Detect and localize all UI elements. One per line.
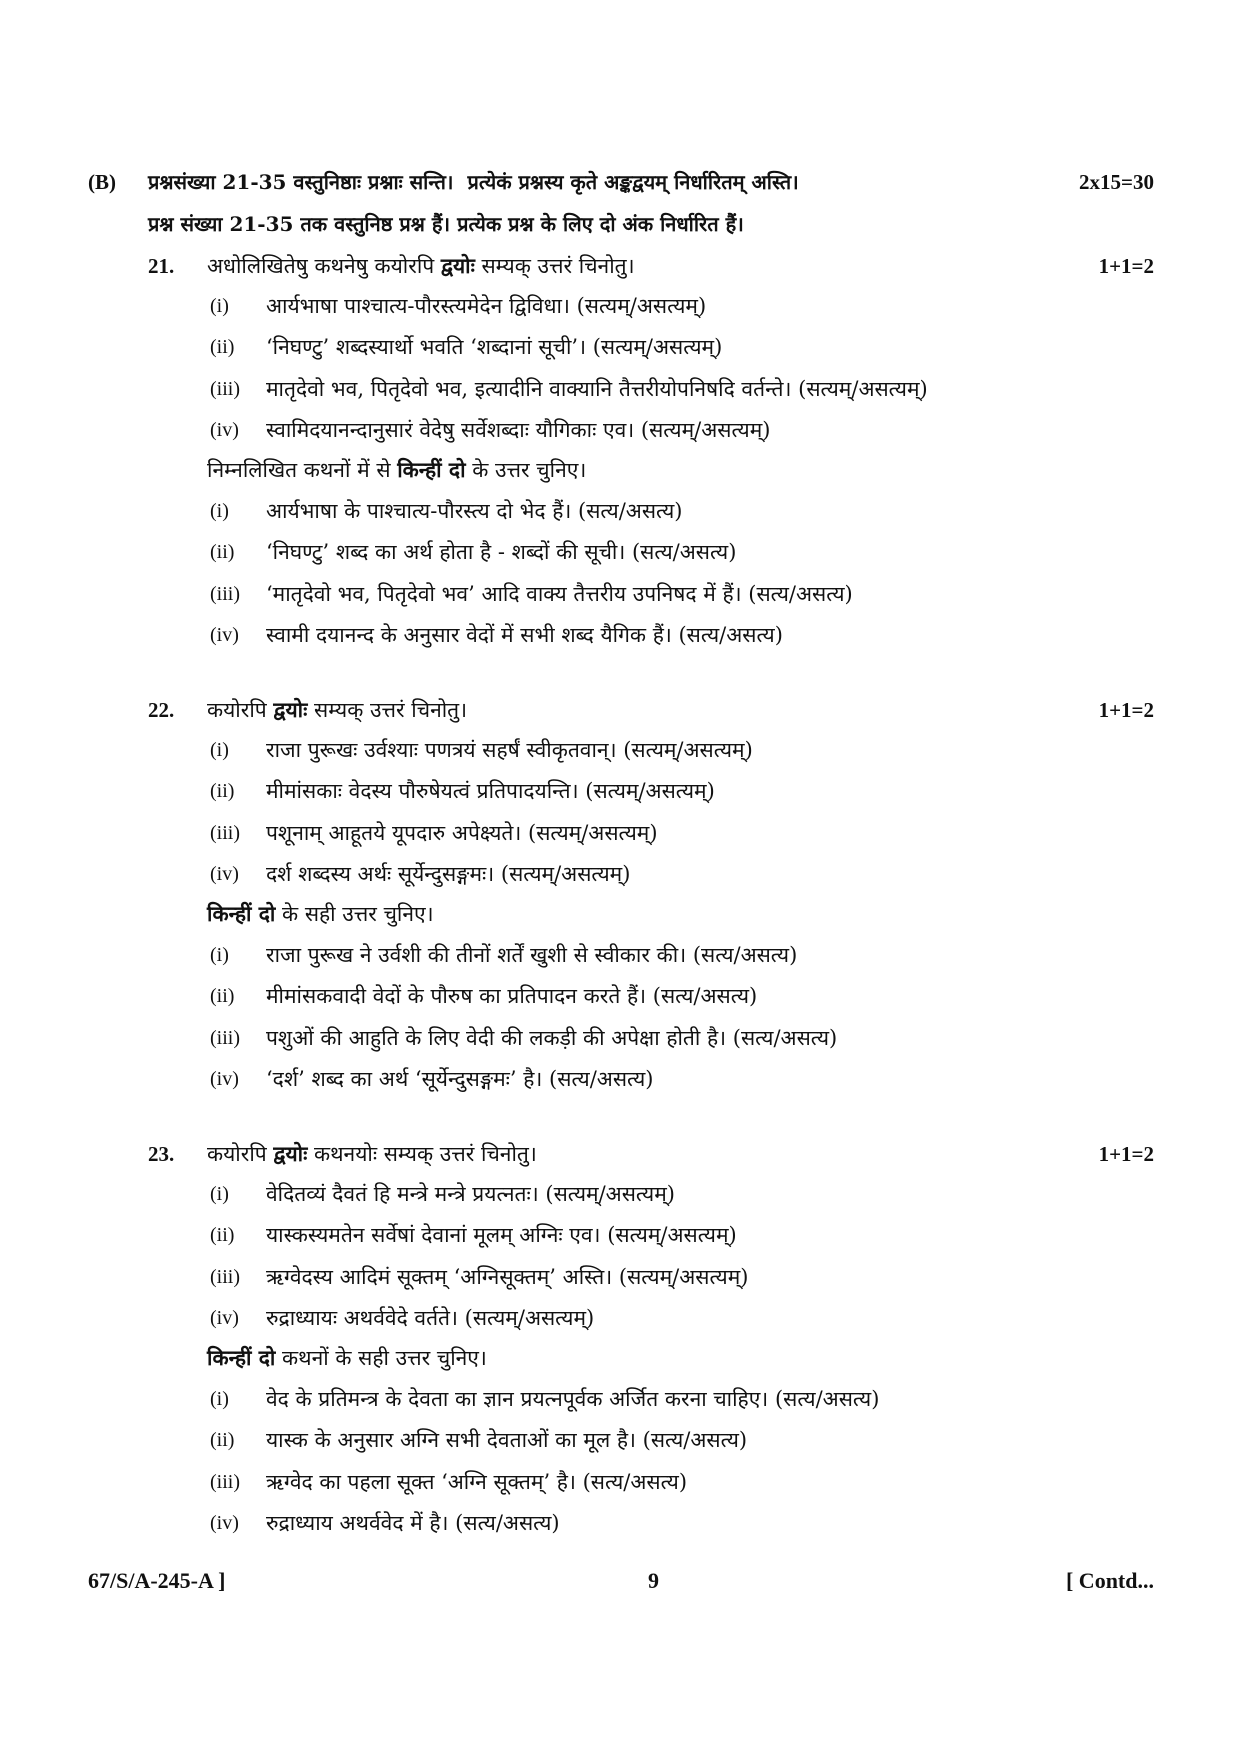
item-text: स्वामी दयानन्द के अनुसार वेदों में सभी शब्द यैगिक हैं। (सत्य/असत्य) [266, 623, 783, 647]
item-text: मीमांसकवादी वेदों के पौरुष का प्रतिपादन करते हैं। (सत्य/असत्य) [266, 984, 758, 1008]
item-text: स्वामिदयानन्दानुसारं वेदेषु सर्वेशब्दाः यौगिकाः एव। (सत्यम्/असत्यम्) [266, 418, 771, 442]
question-instruction-sanskrit: कयोरपि द्वयोः कथनयोः सम्यक् उत्तरं चिनोतु। [207, 1141, 537, 1166]
item-text: रुद्राध्याय अथर्ववेद में है। (सत्य/असत्य) [266, 1511, 560, 1535]
item-label: (iv) [210, 1068, 239, 1090]
item-label: (i) [210, 1388, 229, 1410]
item-label: (i) [210, 295, 229, 317]
continued-note: [ Contd... [1065, 1568, 1154, 1593]
question-marks: 1+1=2 [1098, 1142, 1154, 1166]
item-label: (i) [210, 944, 229, 966]
item-text: पशूनाम् आहूतये यूपदारु अपेक्ष्यते। (सत्यम्/असत्यम्) [266, 821, 658, 845]
question-marks: 1+1=2 [1098, 254, 1154, 278]
item-label: (ii) [210, 780, 235, 802]
item-text: ऋग्वेदस्य आदिमं सूक्तम् ‘अग्निसूक्तम्’ अस्ति। (सत्यम्/असत्यम्) [266, 1265, 749, 1289]
item-label: (iii) [210, 1027, 240, 1049]
item-label: (ii) [210, 985, 235, 1007]
item-text: ‘दर्श’ शब्द का अर्थ ‘सूर्येन्दुसङ्गमः’ है। (सत्य/असत्य) [266, 1067, 654, 1091]
section-marks: 2x15=30 [1079, 170, 1154, 194]
item-text: आर्यभाषा पाश्चात्य-पौरस्त्यमेदेन द्विविधा। (सत्यम्/असत्यम्) [266, 294, 707, 318]
item-label: (iii) [210, 583, 240, 605]
paper-code: 67/S/A-245-A ] [88, 1568, 226, 1593]
section-instruction-sanskrit [148, 168, 799, 196]
item-label: (i) [210, 500, 229, 522]
page-number: 9 [648, 1568, 659, 1593]
item-text: ‘निघण्टु’ शब्द का अर्थ होता है - शब्दों की सूची। (सत्य/असत्य) [266, 540, 737, 564]
question-number: 23. [148, 1142, 175, 1166]
item-label: (ii) [210, 541, 235, 563]
item-text: रुद्राध्यायः अथर्ववेदे वर्तते। (सत्यम्/असत्यम्) [266, 1306, 595, 1330]
item-label: (iv) [210, 1512, 239, 1534]
item-text: ‘निघण्टु’ शब्दस्यार्थो भवति ‘शब्दानां सूची’। (सत्यम्/असत्यम्) [266, 335, 723, 359]
item-label: (iii) [210, 378, 240, 400]
item-text: आर्यभाषा के पाश्चात्य-पौरस्त्य दो भेद हैं। (सत्य/असत्य) [266, 499, 683, 523]
item-text: राजा पुरूख ने उर्वशी की तीनों शर्तें खुशी से स्वीकार की। (सत्य/असत्य) [266, 943, 798, 967]
item-text: वेद के प्रतिमन्त्र के देवता का ज्ञान प्रयत्नपूर्वक अर्जित करना चाहिए। (सत्य/असत्य) [266, 1387, 880, 1411]
item-label: (i) [210, 1183, 229, 1205]
question-instruction-sanskrit: कयोरपि द्वयोः सम्यक् उत्तरं चिनोतु। [207, 697, 468, 722]
question-instruction-sanskrit: अधोलिखितेषु कथनेषु कयोरपि द्वयोः सम्यक् उत्तरं चिनोतु। [207, 253, 635, 278]
question-instruction-hindi: किन्हीं दो कथनों के सही उत्तर चुनिए। [207, 1345, 487, 1370]
item-text: पशुओं की आहुति के लिए वेदी की लकड़ी की अपेक्षा होती है। (सत्य/असत्य) [266, 1026, 838, 1050]
item-text: यास्कस्यमतेन सर्वेषां देवानां मूलम् अग्निः एव। (सत्यम्/असत्यम्) [266, 1223, 737, 1247]
question-instruction-hindi: निम्नलिखित कथनों में से किन्हीं दो के उत्तर चुनिए। [207, 457, 587, 482]
item-text: मीमांसकाः वेदस्य पौरुषेयत्वं प्रतिपादयन्ति। (सत्यम्/असत्यम्) [266, 779, 715, 803]
section-instruction-hindi: प्रश्न संख्या 21-35 तक वस्तुनिष्ठ प्रश्न हैं। प्रत्येक प्रश्न के लिए दो अंक निर्धारित हैं। [148, 212, 744, 236]
question-instruction-hindi: किन्हीं दो के सही उत्तर चुनिए। [207, 901, 434, 926]
question-number: 22. [148, 698, 175, 722]
item-text: वेदितव्यं दैवतं हि मन्त्रे मन्त्रे प्रयत्नतः। (सत्यम्/असत्यम्) [266, 1182, 675, 1206]
section-instruction-sanskrit-a: प्रश्नसंख्या 21-35 वस्तुनिष्ठाः प्रश्नाः सन्ति। [148, 170, 454, 194]
item-label: (iii) [210, 1471, 240, 1493]
item-label: (ii) [210, 1429, 235, 1451]
question-number: 21. [148, 254, 175, 278]
section-label: (B) [88, 170, 116, 194]
item-label: (iv) [210, 863, 239, 885]
item-text: दर्श शब्दस्य अर्थः सूर्येन्दुसङ्गमः। (सत्यम्/असत्यम्) [266, 862, 631, 886]
item-label: (iv) [210, 419, 239, 441]
item-label: (i) [210, 739, 229, 761]
item-label: (iv) [210, 624, 239, 646]
item-label: (ii) [210, 1224, 235, 1246]
item-text: यास्क के अनुसार अग्नि सभी देवताओं का मूल है। (सत्य/असत्य) [266, 1428, 748, 1452]
item-text: राजा पुरूखः उर्वश्याः पणत्रयं सहर्षं स्वीकृतवान्। (सत्यम्/असत्यम्) [266, 738, 753, 762]
item-label: (ii) [210, 336, 235, 358]
section-instruction-sanskrit-b: प्रत्येकं प्रश्नस्य कृते अङ्कद्वयम् निर्धारितम् अस्ति। [467, 170, 799, 194]
item-label: (iv) [210, 1307, 239, 1329]
item-label: (iii) [210, 1266, 240, 1288]
question-marks: 1+1=2 [1098, 698, 1154, 722]
item-text: ‘मातृदेवो भव, पितृदेवो भव’ आदि वाक्य तैत्तरीय उपनिषद में हैं। (सत्य/असत्य) [266, 582, 853, 606]
item-text: मातृदेवो भव, पितृदेवो भव, इत्यादीनि वाक्यानि तैत्तरीयोपनिषदि वर्तन्ते। (सत्यम्/असत्यम्) [266, 377, 928, 401]
item-label: (iii) [210, 822, 240, 844]
item-text: ऋग्वेद का पहला सूक्त ‘अग्नि सूक्तम्’ है। (सत्य/असत्य) [266, 1470, 688, 1494]
